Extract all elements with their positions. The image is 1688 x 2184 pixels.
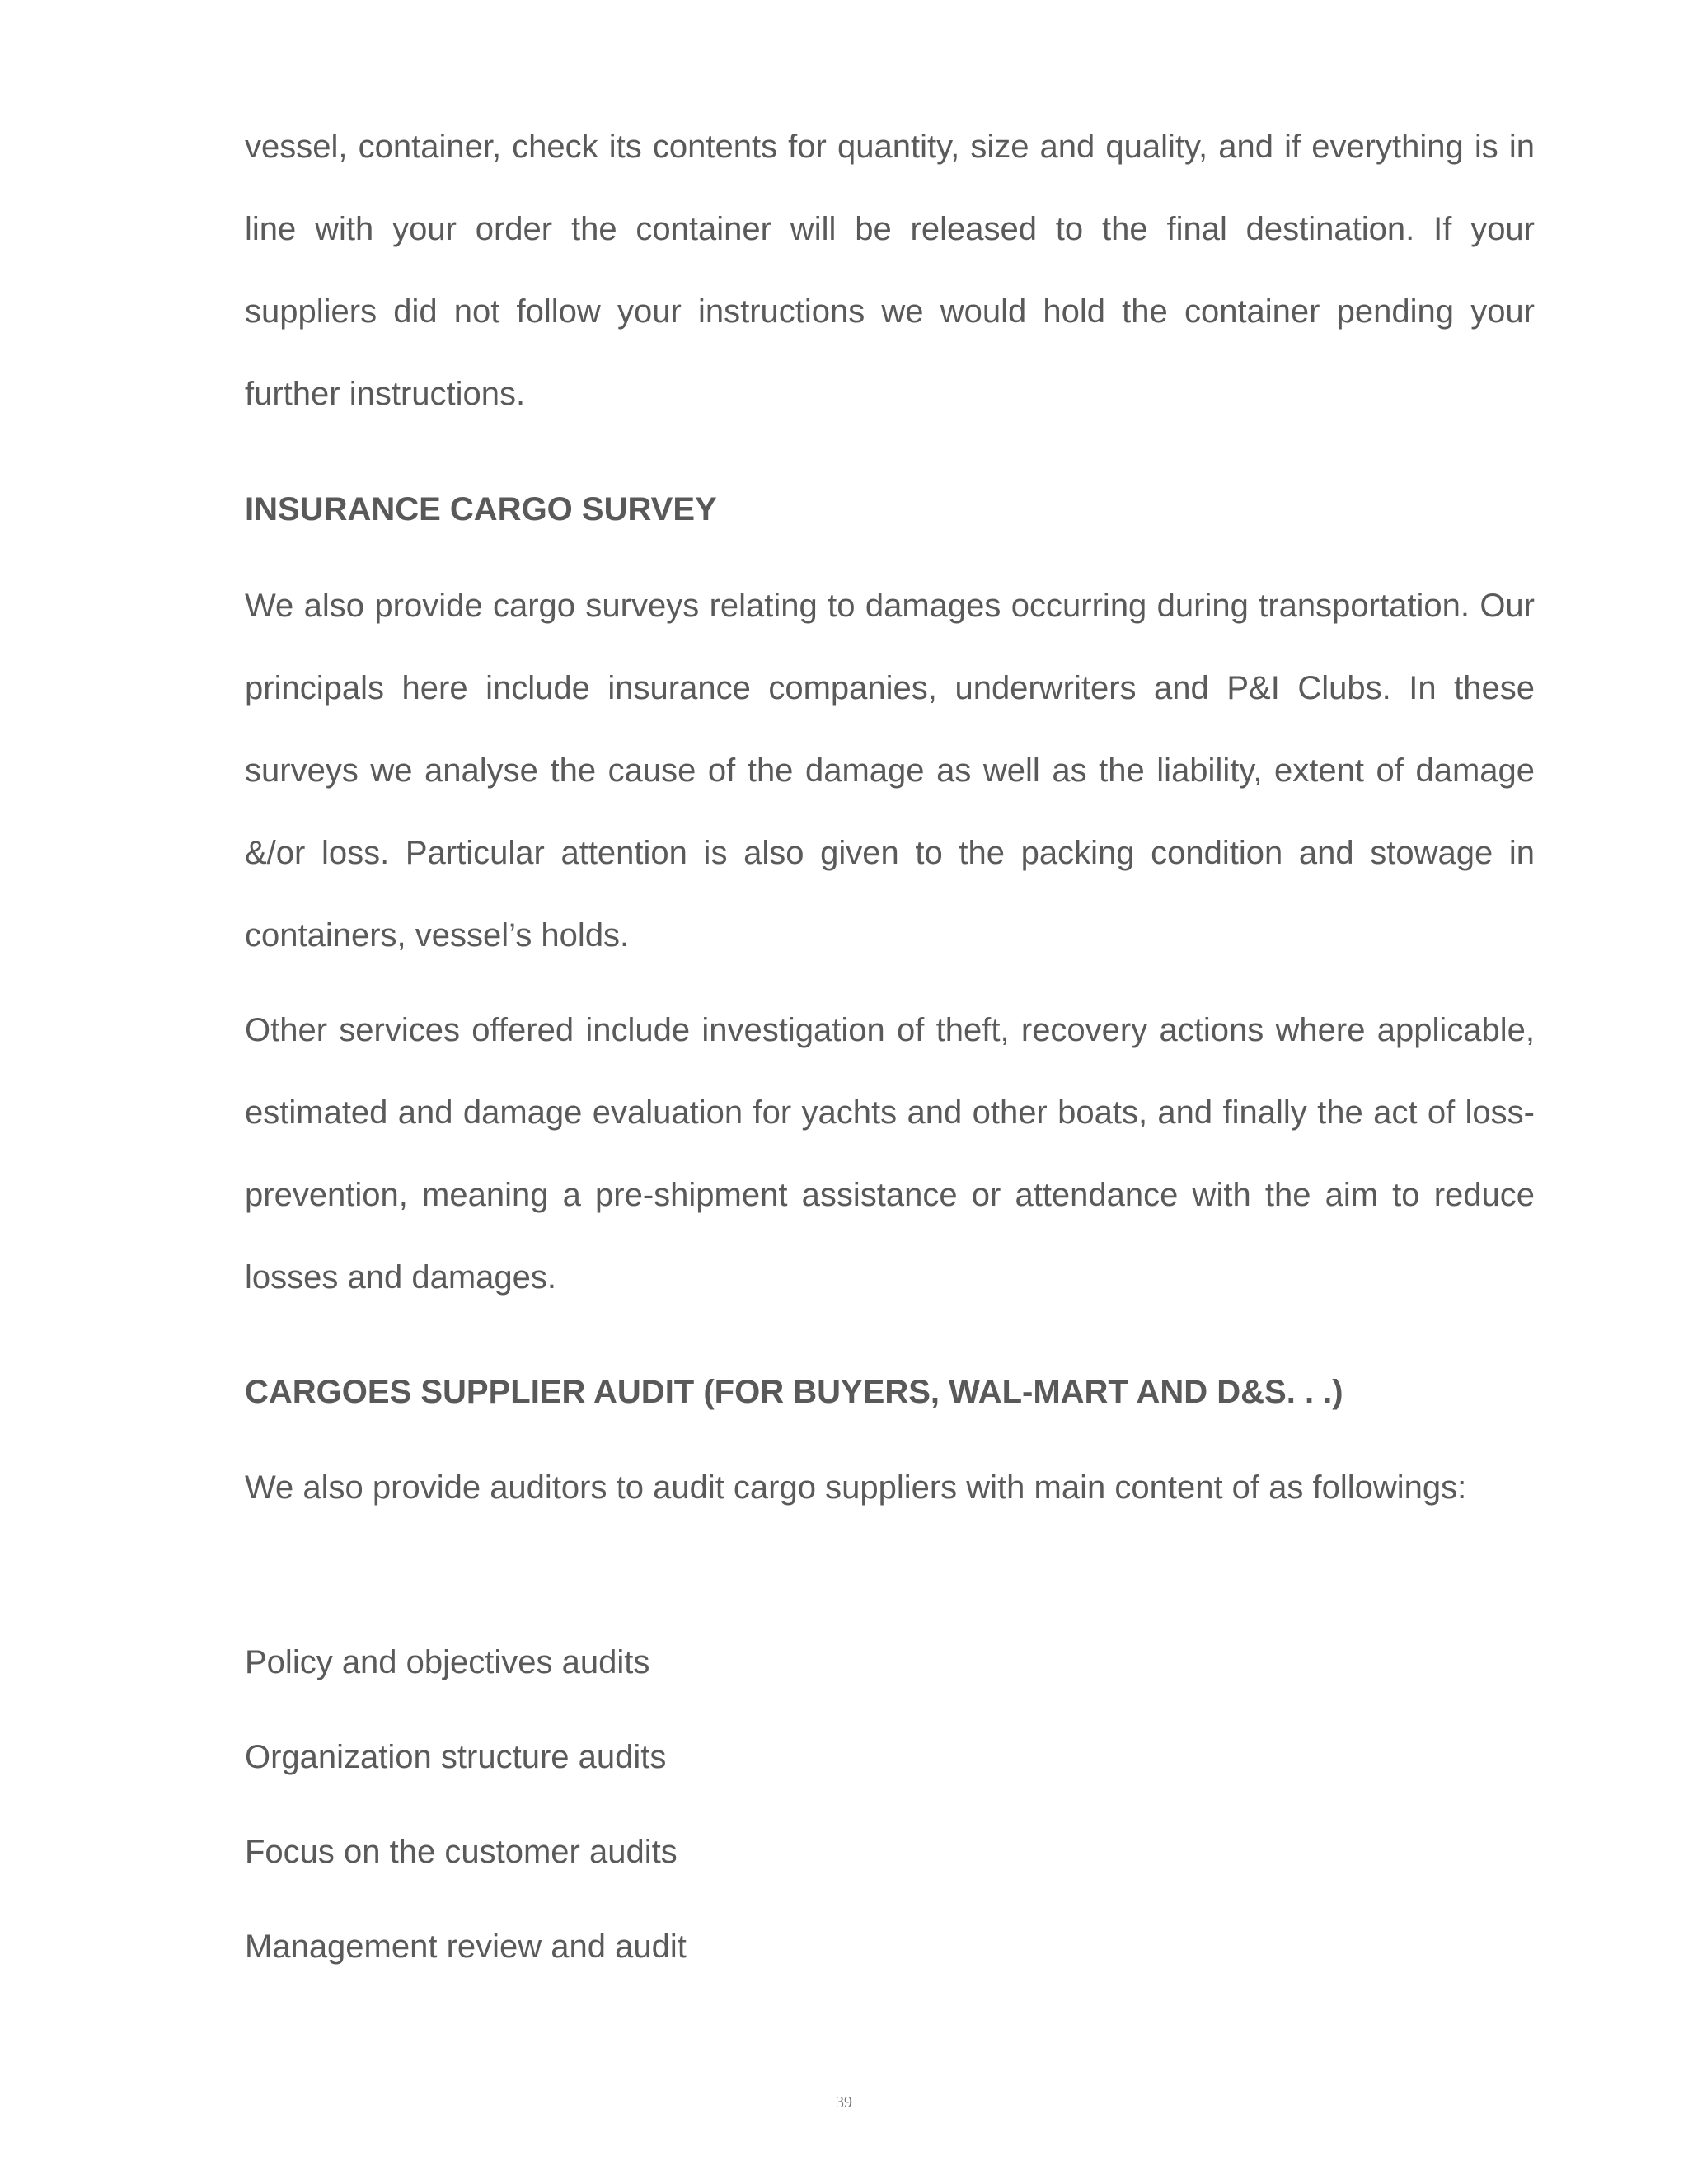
section-heading-insurance: INSURANCE CARGO SURVEY [245, 491, 717, 527]
list-item: Management review and audit [245, 1929, 687, 1965]
page-number: 39 [836, 2093, 852, 2111]
intro-paragraph-block [245, 105, 1535, 435]
section-heading-audit: CARGOES SUPPLIER AUDIT (FOR BUYERS, WAL-MART AND D&S. . .) [245, 1374, 1343, 1410]
audit-intro-block [245, 1446, 1535, 1529]
audit-heading-block [245, 1367, 1535, 1417]
insurance-paragraph-1-block [245, 565, 1535, 977]
insurance-paragraph-1: We also provide cargo surveys relating to damages occurring during transportation. Our principals here include insurance companies, underwriters and P&I Clubs. In these surveys we analyse the cause of the damage as well as the liability, extent of damage &/or loss. Particular attention is also given to the packing condition and stowage in containers, vessel’s holds. [245, 588, 1535, 954]
audit-intro-paragraph: We also provide auditors to audit cargo suppliers with main content of as followings: [245, 1469, 1467, 1506]
insurance-paragraph-2: Other services offered include investigation of theft, recovery actions where applicable, estimated and damage evaluation for yachts and other boats, and finally the act of loss-prevention, meaning a pre-shipment assistance or attendance with the aim to reduce losses and damages. [245, 1012, 1535, 1296]
insurance-heading-block [245, 485, 1535, 534]
intro-paragraph: vessel, container, check its contents for quantity, size and quality, and if everything is in line with your order the container will be released to the final destination. If your suppliers did not follow your instructions we would hold the container pending your further instructions. [245, 129, 1535, 412]
list-item: Policy and objectives audits [245, 1644, 650, 1680]
list-item: Focus on the customer audits [245, 1834, 678, 1870]
list-item: Organization structure audits [245, 1739, 667, 1775]
insurance-paragraph-2-block [245, 989, 1535, 1319]
